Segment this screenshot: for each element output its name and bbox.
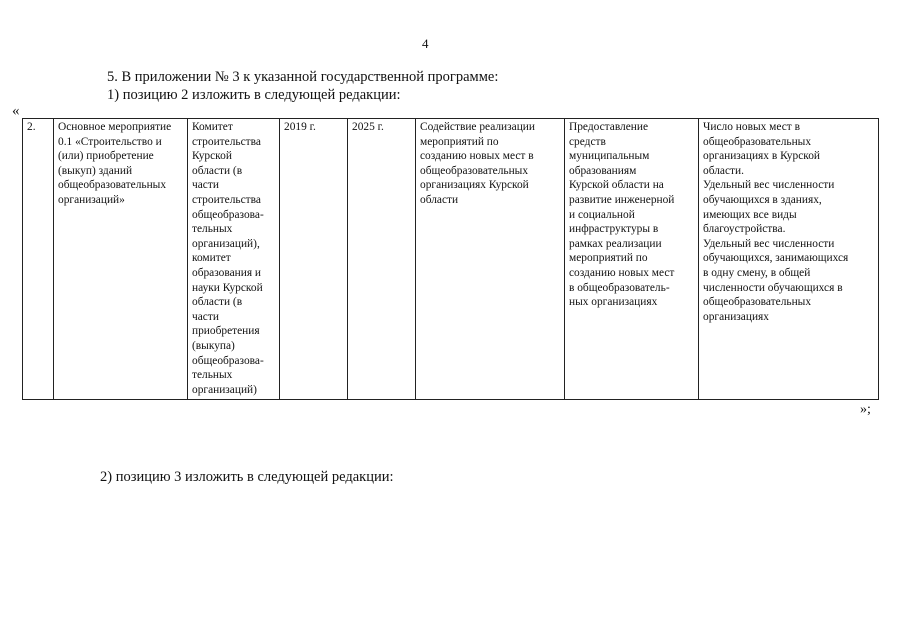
- cell-text-line: (выкуп) зданий: [58, 164, 133, 177]
- cell-text-line: организациях Курской: [420, 179, 529, 192]
- cell-text-line: Число новых мест в: [703, 121, 800, 133]
- cell-text-line: общеобразова-: [192, 208, 264, 221]
- cell-text-line: общеобразовательных: [703, 135, 812, 148]
- cell-text-line: Содействие реализации: [420, 121, 535, 133]
- page-number: 4: [422, 36, 429, 51]
- cell-text-line: области: [420, 193, 459, 206]
- cell-text-line: рамках реализации: [569, 237, 662, 250]
- cell-text-line: муниципальным: [569, 150, 650, 163]
- cell-text-line: развитие инженерной: [569, 193, 675, 206]
- cell-text-line: благоустройства.: [703, 223, 786, 236]
- cell-text-line: мероприятий по: [569, 252, 648, 265]
- cell-text-line: организациях в Курской: [703, 150, 820, 163]
- paragraph-appendix-3: 5. В приложении № 3 к указанной государственной программе:: [107, 69, 499, 85]
- cell-text-line: 0.1 «Строительство и: [58, 135, 162, 148]
- cell-text-line: ных организациях: [569, 296, 658, 309]
- paragraph-position-2: 1) позицию 2 изложить в следующей редакции:: [107, 87, 401, 103]
- cell-text-line: Курской: [192, 150, 232, 163]
- cell-text-line: Комитет: [192, 121, 233, 133]
- cell-text-line: (или) приобретение: [58, 150, 154, 163]
- cell-text-line: области (в: [192, 296, 243, 309]
- cell-text-line: Предоставление: [569, 121, 649, 133]
- cell-text-line: области (в: [192, 164, 243, 177]
- cell-text-line: организаций»: [58, 193, 125, 206]
- cell-text-line: части: [192, 179, 219, 192]
- paragraph-position-3: 2) позицию 3 изложить в следующей редакции:: [100, 469, 394, 485]
- cell-text-line: мероприятий по: [420, 135, 499, 148]
- table-row: [23, 119, 879, 400]
- cell-row-number: 2.: [23, 119, 54, 400]
- cell-text-line: общеобразова-: [192, 354, 264, 367]
- cell-expected-result: [416, 119, 565, 400]
- cell-text-line: организаций),: [192, 237, 260, 250]
- cell-text-line: обучающихся в зданиях,: [703, 193, 822, 206]
- cell-text-line: имеющих все виды: [703, 208, 797, 221]
- cell-indicators: [699, 119, 879, 400]
- cell-executor: [188, 119, 280, 400]
- cell-text-line: образования и: [192, 266, 262, 279]
- cell-text-line: созданию новых мест: [569, 266, 675, 279]
- cell-text-line: (выкупа): [192, 339, 235, 352]
- cell-text-line: средств: [569, 135, 606, 148]
- cell-text-line: строительства: [192, 193, 261, 206]
- cell-text-line: численности обучающихся в: [703, 281, 843, 294]
- cell-text-line: образованиям: [569, 164, 637, 177]
- cell-text-line: Удельный вес численности: [703, 179, 835, 192]
- cell-text-line: организаций): [192, 383, 257, 396]
- cell-text-line: области.: [703, 164, 744, 177]
- cell-text-line: тельных: [192, 223, 233, 236]
- cell-text-line: Основное мероприятие: [58, 121, 172, 133]
- cell-text-line: обучающихся, занимающихся: [703, 252, 849, 265]
- cell-description: [565, 119, 699, 400]
- cell-text-line: тельных: [192, 369, 233, 382]
- cell-text-line: общеобразовательных: [420, 164, 529, 177]
- cell-event: [54, 119, 188, 400]
- cell-start-year: 2019 г.: [280, 119, 348, 400]
- cell-text-line: Удельный вес численности: [703, 237, 835, 250]
- cell-text-line: комитет: [192, 252, 231, 265]
- closing-quote: »;: [860, 402, 871, 417]
- cell-text-line: созданию новых мест в: [420, 150, 534, 163]
- cell-text-line: строительства: [192, 135, 261, 148]
- cell-text-line: приобретения: [192, 325, 260, 338]
- cell-text-line: общеобразовательных: [58, 179, 167, 192]
- cell-text-line: в одну смену, в общей: [703, 266, 811, 279]
- cell-text-line: организациях: [703, 310, 769, 323]
- cell-text-line: части: [192, 310, 219, 323]
- program-table: [22, 118, 879, 400]
- cell-text-line: в общеобразователь-: [569, 281, 670, 294]
- cell-text-line: и социальной: [569, 208, 635, 221]
- cell-text-line: Курской области на: [569, 179, 664, 192]
- cell-text-line: науки Курской: [192, 281, 263, 294]
- cell-text-line: общеобразовательных: [703, 296, 812, 309]
- cell-text-line: инфраструктуры в: [569, 223, 659, 236]
- opening-quote: «: [12, 103, 20, 119]
- cell-end-year: 2025 г.: [348, 119, 416, 400]
